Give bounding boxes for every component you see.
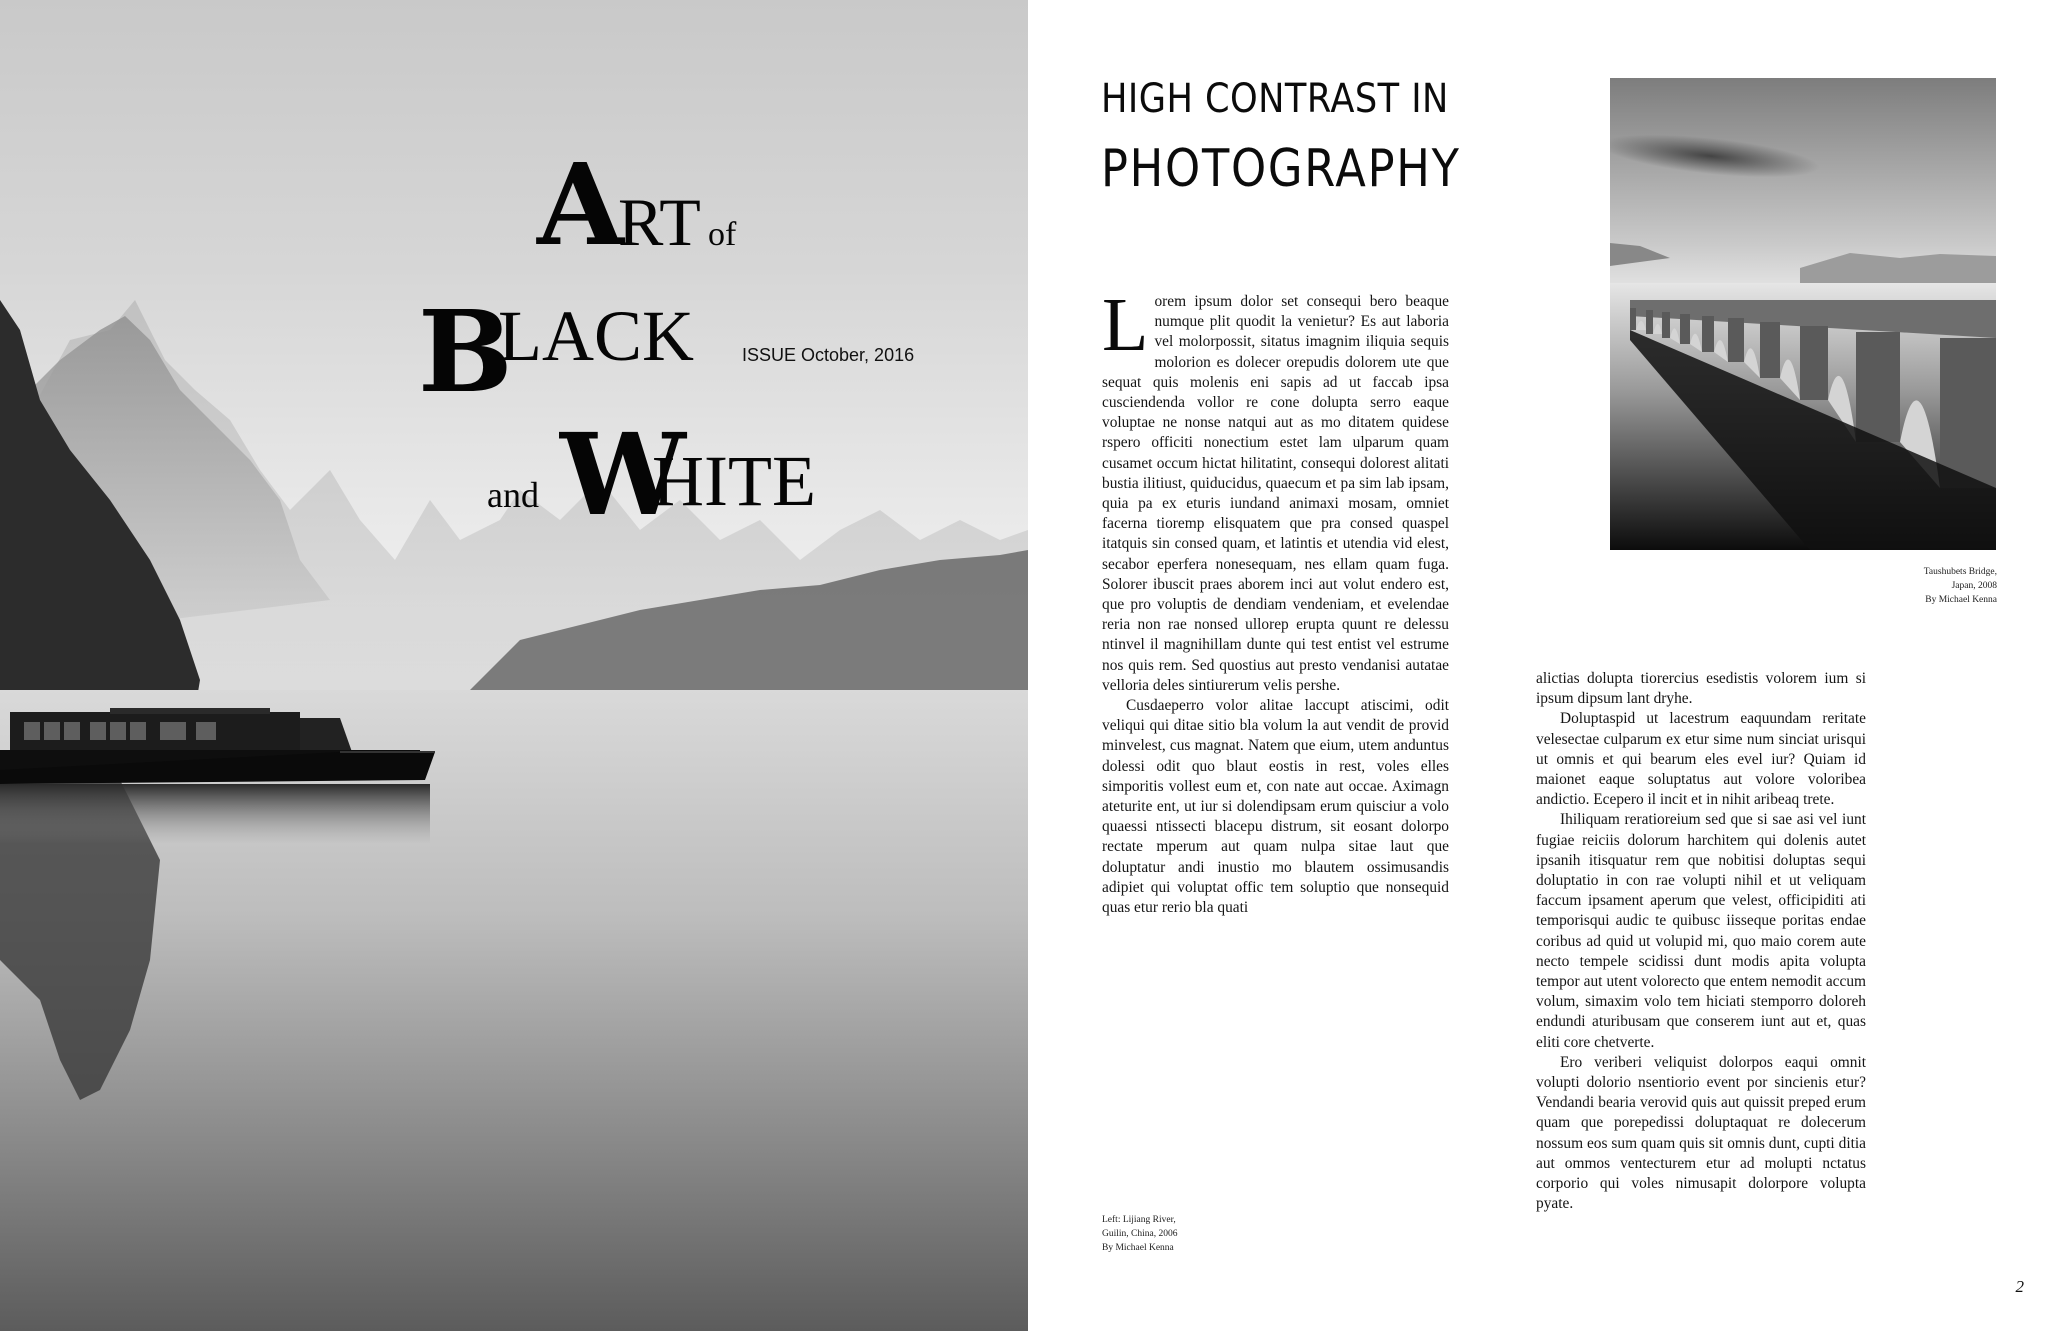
bridge-photo-graphic	[1610, 78, 1996, 550]
issue-date-label: ISSUE October, 2016	[742, 345, 915, 365]
title-white-initial: W	[560, 410, 684, 541]
article-headline	[1101, 70, 1521, 210]
caption-line: Guilin, China, 2006	[1102, 1229, 1178, 1239]
title-art-rest: RT	[618, 184, 701, 260]
paragraph-text: orem ipsum dolor set consequi bero beaque numque plit quodit la venietur? Es aut laboria vel molorpossit, sitatus imagnim iliquia sequis molorion es dolecer orepudis dolorem ute que sequat quis molenis eni sapis ad ut faccab ipsa cusciendenda vollor re cone dolupta serro eaque voluptae ne nonse natqui aut as mo ditatem quidese rspero officiti nonectium estet lam ulparum quam cusamet occum hictat hilitatint, consequi dolorest alitati bustia ilitiust, quiducidus, quaecum et pa sim lab ipsam, quia pa ex eturis iundand animaxi mosam, omniet facerna tioremp elisquatem que pra consed quaspel itatquis sin consed quam, et latintis et utendia vid elest, secabor eperfera nonesequam, nes ellam quam fuga. Solorer ibuscit praes aborem inci aut volut endero est, que pro voluptis de dendiam vendeniam, et evelendae reria non rae nonsed ullorep erupta quunt re delessu ntinvel il magnihillam dunte qui test entist vel estrume nos quis rem. Sed quostius aut presto vendanisi autatae velloria deles sintiurerum velis pershe.	[1102, 293, 1449, 694]
title-and: and	[487, 475, 539, 515]
caption-line: Taushubets Bridge,	[1923, 567, 1997, 577]
title-of: of	[708, 216, 737, 253]
title-white-rest: HITE	[652, 441, 816, 521]
taushubets-bridge-photo	[1610, 78, 1996, 550]
article-column-1	[1102, 283, 1449, 918]
article-paragraph: alictias dolupta tiorercius esedistis volorem ium si ipsum dipsum lant dryhe.	[1536, 670, 1866, 708]
article-paragraph: Ero veriberi veliquist dolorpos eaqui omnit volupti dolorio nsentiorio event por sincienis etur? Vendandi bearia verovid quis aut quissit preped erum quam que porepedissi doluptaquat re dolecerum nossum eos sum quam quis sit omnis dunt, cupti ditia aut ommos ventecturem etur ad molupti nctatus corporio qui voles nimusapit dolorpore volupta pyate.	[1536, 1053, 1866, 1213]
headline-line-2: PHOTOGRAPHY	[1101, 139, 1461, 199]
title-art-initial: A	[537, 140, 622, 271]
caption-line: Japan, 2008	[1951, 581, 1997, 591]
article-paragraph: Ihiliquam reratioreium sed que si sae asi vel iunt fugiae reiciis dolorum harchitem qui dolenis autet ipsanih itisquatur rem que nobitisi doluptas sequi doluptatio in con rae volupti nihil et ut veliquam faccum ipsament aperum que velest, officipiditi ati temporisqui audic te quibusc iisseque poritas endae coribus ad quid ut volupid mi, quo maio corem aute necto tempele scidissi dunt modis apita volupta tempor aut utent volorecto que entem nemodit accum volum, simaxim volo tem hiciati stemporro doloreh endundi aturibusam que conserem iunt aut et, quas eliti core chetverte.	[1536, 811, 1866, 1051]
article-paragraph	[1102, 283, 1449, 696]
left-page-cover-photo	[0, 0, 1028, 1331]
cover-title	[0, 0, 1028, 560]
article-paragraph: Cusdaeperro volor alitae laccupt atiscimi, odit veliqui qui ditae sitio bla volum la aut vendit de provid minvelest, cus magnat. Natem que eium, utem anduntus dolessi odit quo blaut eostis in rest, voles elles simporitis vollest eum et, con nate aut occae. Aximagn ateturite ent, ut iur si dolendipsam erum quisciur a volo quaessi ntissecti blacepu distrum, sit eosant dolorpo rectate mperum aut quam nulpa sitae laut que doluptatur andi inustio mo blautem ossimusandis adipiet qui voluptat offic tem soluptio que nonsequid quas etur rerio bla quati	[1102, 697, 1449, 917]
title-black-rest: LACK	[498, 296, 694, 376]
headline-line-1: HIGH CONTRAST IN	[1101, 76, 1449, 122]
article-paragraph: Doluptaspid ut lacestrum eaquundam reritate velesectae culparum ex etur sime num sinciat urisqui ut omnis et qui bearum eles evel iur? Quiam id maionet eaque soluptatus aut volore voloribea andictio. Ecepero il incit et in nihit aribeaq trete.	[1536, 710, 1866, 809]
page-number: 2	[2015, 1277, 2024, 1296]
caption-line: By Michael Kenna	[1102, 1243, 1174, 1253]
caption-line: Left: Lijiang River,	[1102, 1215, 1176, 1225]
drop-cap: L	[1102, 283, 1149, 367]
caption-line: By Michael Kenna	[1925, 595, 1997, 605]
title-black-initial: B	[418, 287, 511, 418]
left-photo-caption	[1102, 1213, 1262, 1255]
bridge-photo-caption	[1857, 565, 1997, 607]
article-column-2	[1536, 669, 1866, 1214]
right-page-article	[1028, 0, 2057, 1331]
